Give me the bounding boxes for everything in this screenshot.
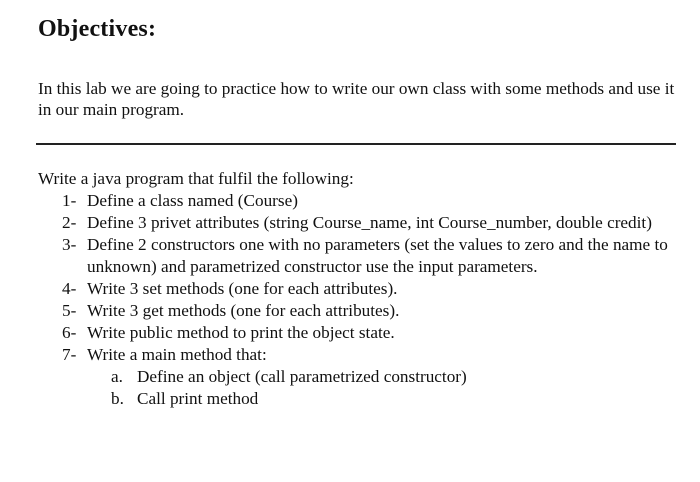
list-item (62, 234, 672, 278)
list-item-text: Write 3 set methods (one for each attributes). (87, 279, 398, 298)
list-item (62, 322, 672, 344)
sublist-item-text: Call print method (137, 389, 259, 408)
intro-paragraph: In this lab we are going to practice how to write our own class with some methods and use it in our main program. (38, 79, 675, 119)
list-item-number: 4- (62, 279, 77, 298)
list-item-number: 7- (62, 345, 77, 364)
sublist-item-letter: a. (111, 367, 123, 386)
requirements-list (62, 190, 672, 410)
list-item-text: Define 3 privet attributes (string Course_name, int Course_number, double credit) (87, 213, 652, 232)
list-item-number: 3- (62, 235, 77, 254)
list-item-text: Write public method to print the object state. (87, 323, 395, 342)
task-intro: Write a java program that fulfil the following: (38, 169, 354, 188)
sublist-item (111, 388, 672, 410)
list-item (62, 300, 672, 322)
main-method-sublist (111, 366, 672, 410)
sublist-item-letter: b. (111, 389, 124, 408)
list-item (62, 190, 672, 212)
sublist-item (111, 366, 672, 388)
list-item-number: 6- (62, 323, 77, 342)
list-item-text: Write a main method that: (87, 345, 267, 364)
sublist-item-text: Define an object (call parametrized constructor) (137, 367, 467, 386)
objectives-heading: Objectives: (38, 16, 157, 42)
list-item (62, 344, 672, 366)
list-item (62, 278, 672, 300)
list-item-number: 1- (62, 191, 77, 210)
list-item-text: Define 2 constructors one with no parameters (set the values to zero and the name to unknown) and parametrized constructor use the input parameters. (87, 235, 668, 276)
horizontal-divider (36, 143, 676, 145)
list-item-text: Define a class named (Course) (87, 191, 298, 210)
list-item-text: Write 3 get methods (one for each attributes). (87, 301, 400, 320)
list-item-number: 5- (62, 301, 77, 320)
list-item-number: 2- (62, 213, 77, 232)
list-item (62, 212, 672, 234)
